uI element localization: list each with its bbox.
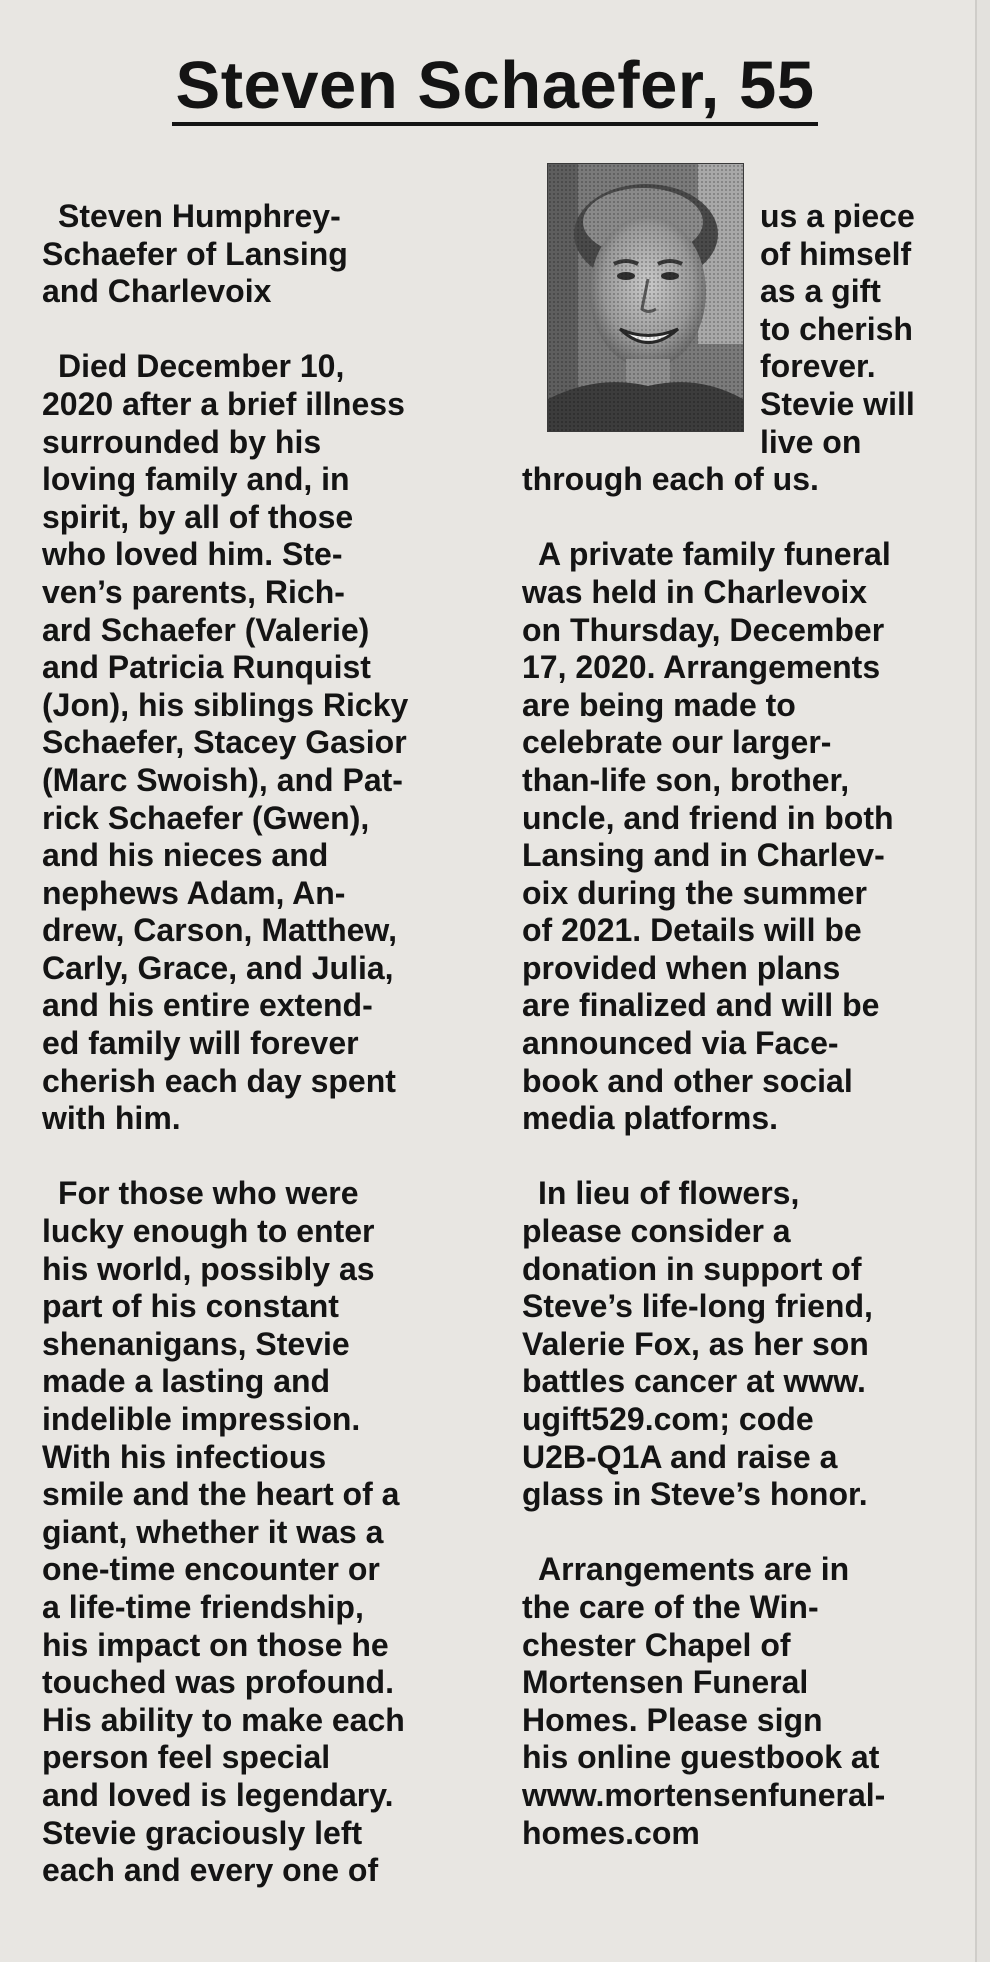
text-line: Schaefer of Lansing [42,235,348,272]
text-line: on Thursday, December [522,611,885,648]
text-line: each and every one of [42,1852,379,1889]
text-line: and his nieces and [42,837,329,874]
text-line: donation in support of [522,1250,862,1287]
text-line: and his entire extend- [42,987,373,1024]
text-line: For those who were [58,1175,359,1212]
text-line: the care of the Win- [522,1588,819,1625]
title-text: Steven Schaefer, 55 [172,50,819,126]
text-line: (Marc Swoish), and Pat- [42,761,403,798]
text-line: www.mortensenfuneral- [522,1776,886,1813]
text-line: one-time encounter or [42,1551,380,1588]
text-line: nephews Adam, An- [42,874,346,911]
text-line: than-life son, brother, [522,761,850,798]
text-beside-photo [760,198,962,461]
text-line: giant, whether it was a [42,1513,384,1550]
paragraph-gap [42,311,482,349]
text-line: who loved him. Ste- [42,536,343,573]
text-line: us a piece [760,198,915,234]
text-line: Valerie Fox, as her son [522,1325,869,1362]
text-line: oix during the summer [522,874,867,911]
text-line: A private family funeral [538,536,891,573]
text-line: cherish each day spent [42,1062,396,1099]
text-line: Homes. Please sign [522,1701,823,1738]
text-line: battles cancer at www. [522,1363,866,1400]
text-line: his online guestbook at [522,1739,880,1776]
text-line: ed family will forever [42,1025,359,1062]
text-line: his impact on those he [42,1626,389,1663]
text-line: rick Schaefer (Gwen), [42,799,370,836]
text-line: (Jon), his siblings Ricky [42,686,409,723]
text-line: of himself [760,235,912,272]
text-line: uncle, and friend in both [522,799,894,836]
text-line: live on [760,423,862,460]
text-line: ven’s parents, Rich- [42,573,345,610]
text-line: His ability to make each [42,1701,405,1738]
text-line: provided when plans [522,949,841,986]
text-line: surrounded by his [42,423,322,460]
text-line: Steve’s life-long friend, [522,1288,873,1325]
text-line: made a lasting and [42,1363,331,1400]
text-line: and Charlevoix [42,273,272,310]
text-line: Schaefer, Stacey Gasior [42,724,407,761]
text-line: and Patricia Runquist [42,649,371,686]
paragraph-gap [42,1138,482,1176]
right-column [522,198,962,1852]
text-line: are finalized and will be [522,987,880,1024]
text-line: loving family and, in [42,461,350,498]
text-line: of 2021. Details will be [522,912,862,949]
paragraph-gap [522,1514,962,1552]
text-line: 17, 2020. Arrangements [522,649,881,686]
text-line: chester Chapel of [522,1626,791,1663]
text-line: to cherish [760,310,913,347]
text-line: homes.com [522,1814,700,1851]
text-line: with him. [42,1100,181,1137]
text-line: ugift529.com; code [522,1401,814,1437]
text-below-photo [522,461,962,1852]
text-line: ard Schaefer (Valerie) [42,611,370,648]
text-line: book and other social [522,1062,853,1099]
text-line: smile and the heart of a [42,1476,400,1513]
left-column [42,198,482,1890]
text-line: In lieu of flowers, [538,1175,800,1212]
text-line: Carly, Grace, and Julia, [42,949,394,986]
text-line: Steven Humphrey- [58,198,341,234]
text-line: as a gift [760,273,881,310]
text-line: Stevie will [760,385,915,422]
text-line: please consider a [522,1213,791,1250]
text-line: person feel special [42,1739,331,1776]
text-line: drew, Carson, Matthew, [42,912,398,949]
obituary-title [0,46,990,126]
text-line: spirit, by all of those [42,498,354,535]
text-line: shenanigans, Stevie [42,1325,350,1362]
text-line: Lansing and in Charlev- [522,837,885,874]
text-line: part of his constant [42,1288,339,1325]
text-line: Arrangements are in [538,1551,850,1588]
text-line: indelible impression. [42,1401,361,1437]
text-line: are being made to [522,686,796,723]
text-line: forever. [760,348,876,385]
text-line: touched was profound. [42,1664,394,1701]
text-line: through each of us. [522,461,819,498]
text-line: a life-time friendship, [42,1588,364,1625]
text-line: announced via Face- [522,1025,839,1062]
text-line: glass in Steve’s honor. [522,1476,868,1513]
text-line: 2020 after a brief illness [42,385,405,422]
paragraph-gap [522,499,962,537]
paragraph-gap [522,1138,962,1176]
text-line: U2B-Q1A and raise a [522,1438,838,1475]
text-line: his world, possibly as [42,1250,375,1287]
text-line: celebrate our larger- [522,724,832,761]
text-line: Died December 10, [58,348,345,385]
text-line: Stevie graciously left [42,1814,363,1851]
text-line: With his infectious [42,1438,327,1475]
text-line: was held in Charlevoix [522,573,867,610]
text-line: Mortensen Funeral [522,1664,809,1701]
text-line: media platforms. [522,1100,779,1137]
text-line: lucky enough to enter [42,1213,375,1250]
text-line: and loved is legendary. [42,1776,394,1813]
